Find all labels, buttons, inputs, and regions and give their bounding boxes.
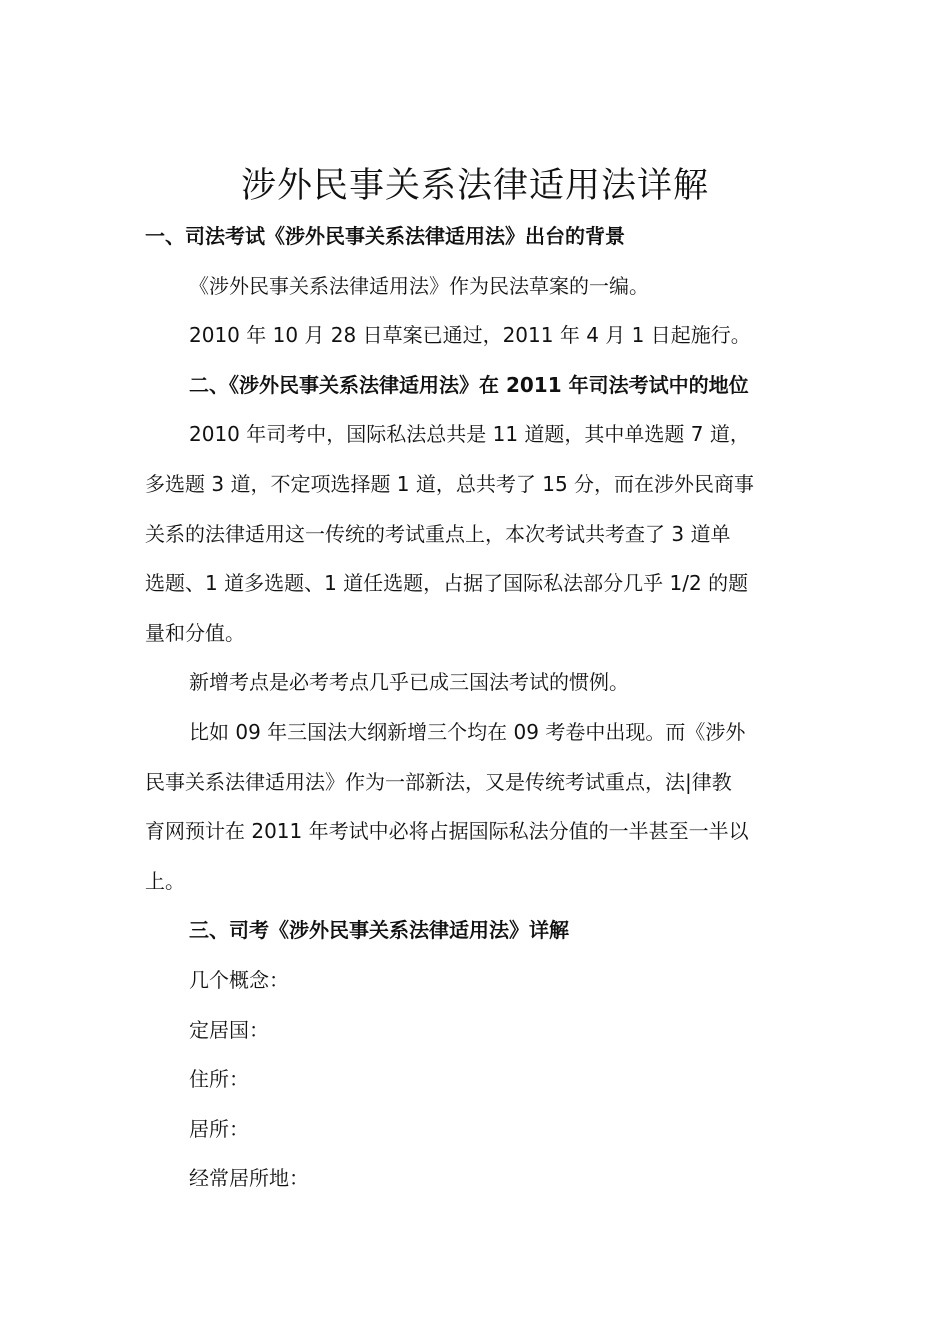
text-line: 关系的法律适用这一传统的考试重点上，本次考试共考查了 3 道单	[145, 521, 731, 546]
text-line: 民事关系法律适用法》作为一部新法，又是传统考试重点，法|律教	[145, 769, 732, 794]
section-2-heading: 二、《涉外民事关系法律适用法》在 2011 年司法考试中的地位	[189, 372, 749, 397]
document-body	[145, 212, 805, 1204]
section-1-paragraph-2: 2010 年 10 月 28 日草案已通过，2011 年 4 月 1 日起施行。	[189, 323, 751, 348]
section-1-paragraph-1: 《涉外民事关系法律适用法》作为民法草案的一编。	[189, 273, 649, 298]
text-line: 选题、1 道多选题、1 道任选题，占据了国际私法部分几乎 1/2 的题	[145, 571, 749, 596]
text-line: 育网预计在 2011 年考试中必将占据国际私法分值的一半甚至一半以	[145, 819, 749, 844]
section-2-paragraph-1	[145, 410, 805, 658]
text-line: 量和分值。	[145, 620, 245, 645]
section-3-paragraph-1: 几个概念：	[189, 967, 289, 992]
text-line: 上。	[145, 868, 185, 893]
text-line: 比如 09 年三国法大纲新增三个均在 09 考卷中出现。而《涉外	[189, 719, 746, 744]
section-1-heading: 一、司法考试《涉外民事关系法律适用法》出台的背景	[145, 224, 625, 248]
section-2-paragraph-3	[145, 708, 805, 906]
section-3-paragraph-3: 住所：	[189, 1067, 249, 1092]
section-3-paragraph-5: 经常居所地：	[189, 1166, 309, 1191]
section-3-paragraph-4: 居所：	[189, 1116, 249, 1141]
section-2-paragraph-2: 新增考点是必考考点几乎已成三国法考试的惯例。	[189, 670, 629, 695]
document-title: 涉外民事关系法律适用法详解	[240, 166, 709, 207]
section-3-paragraph-2: 定居国：	[189, 1017, 269, 1042]
text-line: 多选题 3 道，不定项选择题 1 道，总共考了 15 分，而在涉外民商事	[145, 471, 755, 496]
section-3-heading: 三、司考《涉外民事关系法律适用法》详解	[189, 918, 569, 943]
text-line: 2010 年司考中，国际私法总共是 11 道题，其中单选题 7 道，	[189, 422, 750, 447]
